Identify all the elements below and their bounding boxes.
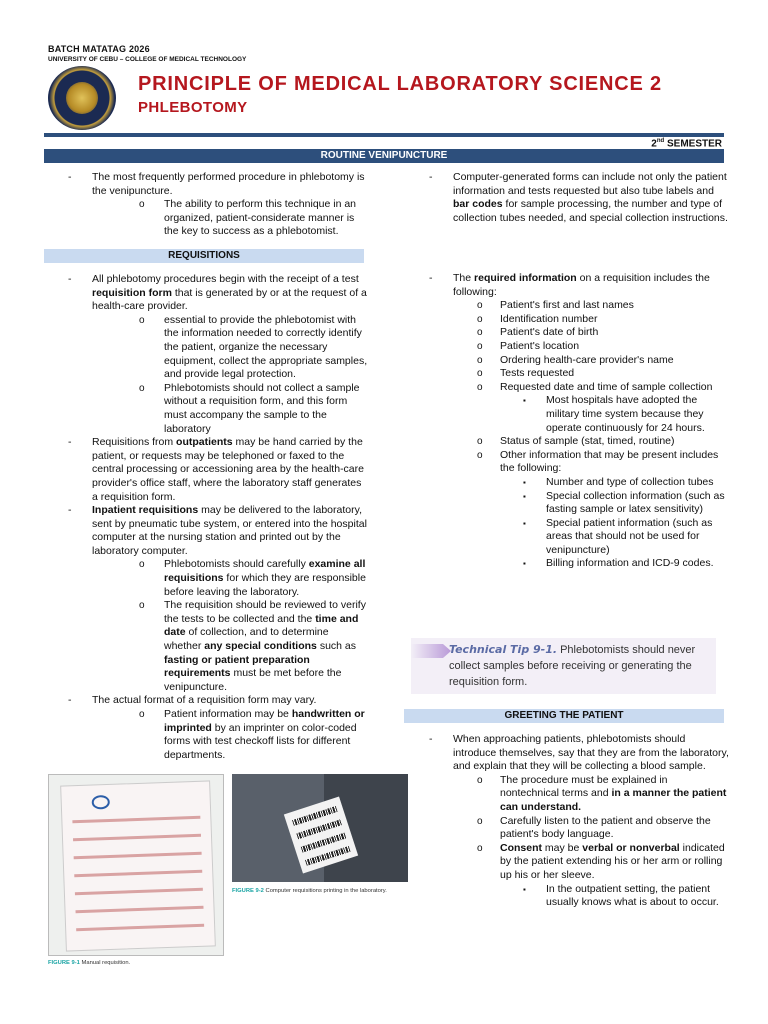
list-item: ▪ Special collection information (such as fasting sample or latex sensitivity) xyxy=(523,489,725,516)
left-intro xyxy=(68,171,368,239)
list-item: - Requisitions from outpatients may be hand carried by the patient, or requests may be telephoned or faxed to the central processing or accessioning area by the health-care provider's office staff, where the laboratory staff generates a requisition form. xyxy=(68,436,364,503)
list-item: - Computer-generated forms can include not only the patient information and tests requested but also tube labels and bar codes for sample processing, the number and type of collection tubes needed, and special collection instructions. xyxy=(429,171,728,224)
figure-caption: FIGURE 9-1 Manual requisition. xyxy=(48,960,131,966)
list-item: o Patient information may be handwritten or imprinted by an imprinter on color-coded forms with test checkoff lists for different departments. xyxy=(139,708,365,761)
greeting-list xyxy=(429,733,729,910)
university-seal-logo xyxy=(48,66,116,130)
list-item: o Tests requested xyxy=(477,367,575,380)
computer-requisition-image xyxy=(232,774,408,882)
list-item: o Patient's first and last names xyxy=(477,299,634,312)
list-item: - Inpatient requisitions may be delivered to the laboratory, sent by pneumatic tube system, or entered into the hospital computer at the nursing station and printed out by the laboratory computer. xyxy=(68,504,367,557)
list-item: o The procedure must be explained in nontechnical terms and in a manner the patient can understand. xyxy=(477,773,727,813)
batch-label: BATCH MATATAG 2026 xyxy=(48,44,150,54)
greeting-heading: GREETING THE PATIENT xyxy=(404,709,724,723)
list-item: o Phlebotomists should not collect a sample without a requisition form, and this form must accompany the sample to the laboratory xyxy=(139,381,360,435)
list-item: - When approaching patients, phlebotomists should introduce themselves, say that they are from the laboratory, and explain that they will be collecting a blood sample. xyxy=(429,733,729,773)
section-heading: ROUTINE VENIPUNCTURE xyxy=(44,149,724,163)
list-item: ▪ Number and type of collection tubes xyxy=(523,475,714,488)
list-item: o essential to provide the phlebotomist with the information needed to correctly identify the patient, organize the necessary equipment, collect the appropriate samples, and provide legal protection. xyxy=(139,313,368,381)
list-item: o Carefully listen to the patient and observe the patient's body language. xyxy=(477,814,711,841)
right-intro xyxy=(429,171,729,225)
document-title: PRINCIPLE OF MEDICAL LABORATORY SCIENCE 2 xyxy=(138,73,662,95)
header-divider xyxy=(44,133,724,137)
required-info-list xyxy=(429,272,729,571)
list-item: o Patient's location xyxy=(477,339,580,352)
list-item: ▪ Most hospitals have adopted the military time system because they operate continuously for 24 hours. xyxy=(523,394,705,434)
list-item: ▪ Billing information and ICD-9 codes. xyxy=(523,557,714,570)
technical-tip-line: collect samples before receiving or generating the requisition form. xyxy=(449,660,692,688)
list-item: ▪ In the outpatient setting, the patient usually knows what is about to occur. xyxy=(523,882,719,909)
list-item: o The requisition should be reviewed to verify the tests to be collected and the time and date of collection, and to determine whether any special conditions such as fasting or patient preparation requirements must be met before the venipuncture. xyxy=(139,599,366,693)
technical-tip-line: Technical Tip 9-1. Phlebotomists should never xyxy=(449,643,696,656)
requisitions-heading: REQUISITIONS xyxy=(44,249,364,263)
list-item: o Status of sample (stat, timed, routine) xyxy=(477,435,675,448)
technical-tip-box xyxy=(411,638,716,694)
figure-caption: FIGURE 9-2 Computer requisitions printing in the laboratory. xyxy=(232,888,387,894)
list-item: o Consent may be verbal or nonverbal indicated by the patient extending his or her arm or rolling up his or her sleeve. xyxy=(477,841,725,881)
list-item: o The ability to perform this technique in an organized, patient-considerate manner is the key to success as a phlebotomist. xyxy=(139,198,357,238)
list-item: - The required information on a requisition includes the following: xyxy=(429,272,710,298)
list-item: - The most frequently performed procedure in phlebotomy is the venipuncture. xyxy=(68,171,365,197)
list-item: o Phlebotomists should carefully examine all requisitions for which they are responsible before leaving the laboratory. xyxy=(139,558,366,598)
requisitions-list xyxy=(68,273,368,762)
document-subtitle: PHLEBOTOMY xyxy=(138,99,248,116)
list-item: ▪ Special patient information (such as areas that should not be used for venipuncture) xyxy=(523,516,713,556)
list-item: o Requested date and time of sample collection xyxy=(477,380,713,393)
manual-requisition-image xyxy=(48,774,224,956)
semester-label: 2nd SEMESTER xyxy=(651,138,722,150)
list-item: o Identification number xyxy=(477,312,598,325)
list-item: o Ordering health-care provider's name xyxy=(477,353,674,366)
list-item: - The actual format of a requisition form may vary. xyxy=(68,694,317,707)
list-item: o Other information that may be present includes the following: xyxy=(477,448,719,475)
list-item: - All phlebotomy procedures begin with the receipt of a test requisition form that is generated by or at the request of a health-care provider. xyxy=(68,273,367,313)
university-label: UNIVERSITY OF CEBU – COLLEGE OF MEDICAL TECHNOLOGY xyxy=(48,56,247,63)
arrow-icon xyxy=(411,644,451,658)
list-item: o Patient's date of birth xyxy=(477,326,599,339)
